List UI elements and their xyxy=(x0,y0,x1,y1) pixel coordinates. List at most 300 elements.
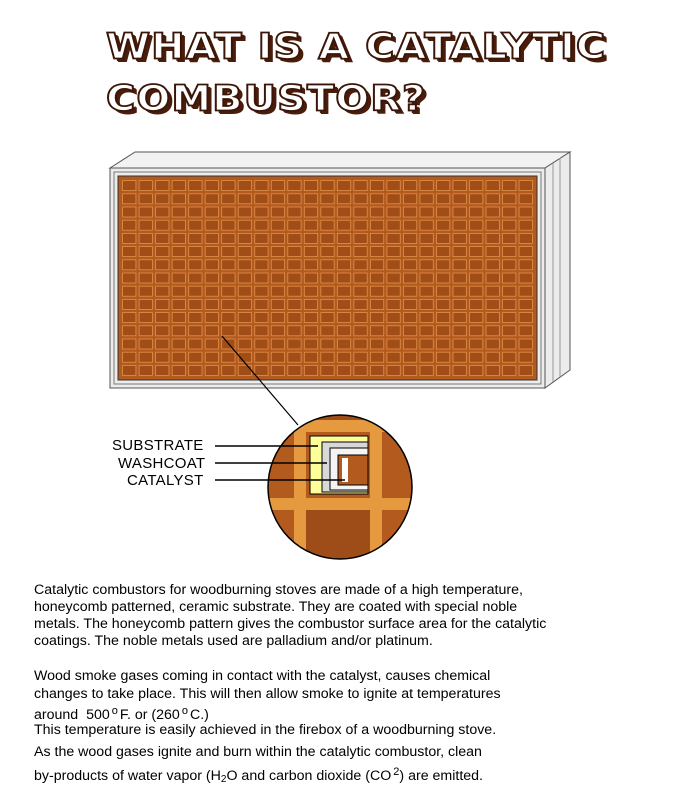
honeycomb-cell xyxy=(288,365,301,375)
honeycomb-cell xyxy=(337,326,350,336)
honeycomb-cell xyxy=(387,365,400,375)
honeycomb-cell xyxy=(238,194,251,204)
honeycomb-cell xyxy=(304,181,317,191)
honeycomb-cell xyxy=(123,365,136,375)
honeycomb-cell xyxy=(420,247,433,257)
honeycomb-cell xyxy=(486,233,499,243)
honeycomb-cell xyxy=(436,299,449,309)
honeycomb-cell xyxy=(403,233,416,243)
honeycomb-cell xyxy=(436,365,449,375)
honeycomb-cell xyxy=(321,326,334,336)
honeycomb-cell xyxy=(222,260,235,270)
honeycomb-cell xyxy=(255,273,268,283)
honeycomb-cell xyxy=(470,220,483,230)
honeycomb-cell xyxy=(503,365,516,375)
honeycomb-cell xyxy=(238,365,251,375)
honeycomb-cell xyxy=(321,352,334,362)
honeycomb-cell xyxy=(189,326,202,336)
honeycomb-cell xyxy=(321,273,334,283)
honeycomb-cell xyxy=(172,352,185,362)
honeycomb-cell xyxy=(271,299,284,309)
honeycomb-cell xyxy=(189,299,202,309)
honeycomb-cell xyxy=(453,273,466,283)
honeycomb-cell xyxy=(321,260,334,270)
honeycomb-cell xyxy=(321,339,334,349)
honeycomb-cell xyxy=(288,273,301,283)
honeycomb-cell xyxy=(123,273,136,283)
honeycomb-cell xyxy=(304,233,317,243)
honeycomb-cell xyxy=(205,220,218,230)
honeycomb-cell xyxy=(503,273,516,283)
honeycomb-cell xyxy=(370,326,383,336)
honeycomb-cell xyxy=(255,181,268,191)
honeycomb-cell xyxy=(370,313,383,323)
honeycomb-cell xyxy=(205,299,218,309)
honeycomb-cell xyxy=(519,326,532,336)
honeycomb-cell xyxy=(519,233,532,243)
honeycomb-cell xyxy=(222,220,235,230)
honeycomb-cell xyxy=(172,339,185,349)
honeycomb-cell xyxy=(288,181,301,191)
honeycomb-cell xyxy=(288,247,301,257)
honeycomb-cell xyxy=(205,273,218,283)
honeycomb-cell xyxy=(354,339,367,349)
honeycomb-cell xyxy=(139,339,152,349)
honeycomb-cell xyxy=(420,273,433,283)
honeycomb-cell xyxy=(288,260,301,270)
honeycomb-cell xyxy=(304,339,317,349)
honeycomb-cell xyxy=(519,194,532,204)
honeycomb-cell xyxy=(172,365,185,375)
honeycomb-cell xyxy=(222,181,235,191)
honeycomb-cell xyxy=(503,260,516,270)
honeycomb-cell xyxy=(486,339,499,349)
honeycomb-cell xyxy=(387,181,400,191)
honeycomb-cell xyxy=(486,181,499,191)
honeycomb-cell xyxy=(123,207,136,217)
honeycomb-cell xyxy=(123,247,136,257)
honeycomb-cell xyxy=(205,352,218,362)
honeycomb-cell xyxy=(337,194,350,204)
honeycomb-cell xyxy=(453,365,466,375)
honeycomb-cell xyxy=(304,273,317,283)
honeycomb-cell xyxy=(321,233,334,243)
honeycomb-cell xyxy=(271,247,284,257)
honeycomb-cell xyxy=(470,299,483,309)
honeycomb-cell xyxy=(453,194,466,204)
honeycomb-cell xyxy=(403,339,416,349)
honeycomb-cell xyxy=(503,352,516,362)
honeycomb-cell xyxy=(189,233,202,243)
honeycomb-cell xyxy=(189,207,202,217)
honeycomb-cell xyxy=(470,326,483,336)
honeycomb-cell xyxy=(123,339,136,349)
honeycomb-cell xyxy=(387,260,400,270)
honeycomb-cell xyxy=(436,313,449,323)
honeycomb-cell xyxy=(205,339,218,349)
honeycomb-cell xyxy=(470,194,483,204)
honeycomb-cell xyxy=(156,247,169,257)
honeycomb-cell xyxy=(172,207,185,217)
honeycomb-cell xyxy=(304,313,317,323)
honeycomb-cell xyxy=(486,286,499,296)
honeycomb-cell xyxy=(387,339,400,349)
honeycomb-cell xyxy=(354,352,367,362)
honeycomb-cell xyxy=(172,220,185,230)
honeycomb-cell xyxy=(519,286,532,296)
honeycomb-cell xyxy=(403,207,416,217)
honeycomb-cell xyxy=(255,365,268,375)
honeycomb-cell xyxy=(486,194,499,204)
honeycomb-cell xyxy=(288,299,301,309)
honeycomb-cell xyxy=(304,220,317,230)
around-text: around xyxy=(34,707,79,723)
honeycomb-cell xyxy=(189,247,202,257)
honeycomb-cell xyxy=(172,233,185,243)
honeycomb-cell xyxy=(271,352,284,362)
honeycomb-cell xyxy=(222,247,235,257)
honeycomb-cell xyxy=(238,339,251,349)
honeycomb-cell xyxy=(453,313,466,323)
honeycomb-cell xyxy=(370,233,383,243)
honeycomb-cell xyxy=(453,299,466,309)
honeycomb-cell xyxy=(123,220,136,230)
honeycomb-cell xyxy=(321,220,334,230)
honeycomb-cell xyxy=(503,194,516,204)
honeycomb-cell xyxy=(470,273,483,283)
honeycomb-cell xyxy=(172,286,185,296)
honeycomb-cell xyxy=(436,181,449,191)
honeycomb-cell xyxy=(255,286,268,296)
honeycomb-cell xyxy=(156,273,169,283)
honeycomb-cell xyxy=(370,365,383,375)
honeycomb-cell xyxy=(139,326,152,336)
paragraph-2-line-6 xyxy=(34,764,483,788)
honeycomb-cell xyxy=(503,339,516,349)
honeycomb-cell xyxy=(205,326,218,336)
honeycomb-cell xyxy=(420,207,433,217)
honeycomb-cell xyxy=(403,181,416,191)
honeycomb-cell xyxy=(436,352,449,362)
honeycomb-cell xyxy=(139,181,152,191)
honeycomb-cell xyxy=(222,273,235,283)
honeycomb-cell xyxy=(304,260,317,270)
honeycomb-cell xyxy=(354,365,367,375)
honeycomb-cell xyxy=(123,233,136,243)
honeycomb-cell xyxy=(387,207,400,217)
honeycomb-cell xyxy=(156,313,169,323)
honeycomb-cell xyxy=(189,181,202,191)
honeycomb-cell xyxy=(503,299,516,309)
honeycomb-cell xyxy=(354,273,367,283)
honeycomb-cell xyxy=(271,273,284,283)
honeycomb-cell xyxy=(420,181,433,191)
honeycomb-cell xyxy=(123,286,136,296)
honeycomb-cell xyxy=(238,273,251,283)
honeycomb-cell xyxy=(156,233,169,243)
honeycomb-cell xyxy=(321,313,334,323)
honeycomb-cell xyxy=(139,299,152,309)
honeycomb-cell xyxy=(222,299,235,309)
honeycomb-cell xyxy=(321,286,334,296)
byproducts-text: by-products of water vapor (H xyxy=(34,768,221,784)
honeycomb-cell xyxy=(123,181,136,191)
honeycomb-cell xyxy=(503,326,516,336)
honeycomb-cell xyxy=(403,220,416,230)
honeycomb-cell xyxy=(304,286,317,296)
honeycomb-cell xyxy=(156,352,169,362)
honeycomb-cell xyxy=(172,326,185,336)
honeycomb-cell xyxy=(139,247,152,257)
honeycomb-cell xyxy=(519,207,532,217)
honeycomb-cell xyxy=(271,220,284,230)
honeycomb-cell xyxy=(238,286,251,296)
honeycomb-cell xyxy=(189,273,202,283)
honeycomb-cell xyxy=(271,365,284,375)
honeycomb-cell xyxy=(222,365,235,375)
honeycomb-cell xyxy=(503,313,516,323)
honeycomb-cell xyxy=(337,233,350,243)
honeycomb-cell xyxy=(222,286,235,296)
honeycomb-cell xyxy=(304,247,317,257)
honeycomb-cell xyxy=(420,339,433,349)
honeycomb-cell xyxy=(255,220,268,230)
honeycomb-cell xyxy=(222,233,235,243)
honeycomb-cell xyxy=(222,352,235,362)
honeycomb-cell xyxy=(370,299,383,309)
honeycomb-cell xyxy=(156,194,169,204)
honeycomb-cell xyxy=(238,207,251,217)
honeycomb-cell xyxy=(255,299,268,309)
label-catalyst: CATALYST xyxy=(127,472,204,489)
paragraph-2-line-1: Wood smoke gases coming in contact with the catalyst, causes chemical xyxy=(34,668,491,684)
title-line-1: WHAT IS A CATALYTIC xyxy=(106,26,607,68)
honeycomb-cell xyxy=(321,181,334,191)
honeycomb-cell xyxy=(156,299,169,309)
honeycomb-cell xyxy=(271,313,284,323)
title-line-2: COMBUSTOR? xyxy=(106,78,427,120)
honeycomb-cell xyxy=(156,339,169,349)
temp-celsius: (260 xyxy=(151,707,180,723)
magnified-cell-view xyxy=(260,410,420,570)
honeycomb-cell xyxy=(288,339,301,349)
honeycomb-cell xyxy=(172,273,185,283)
honeycomb-cell xyxy=(503,247,516,257)
honeycomb-cell xyxy=(205,194,218,204)
honeycomb-cell xyxy=(486,352,499,362)
honeycomb-cell xyxy=(337,273,350,283)
honeycomb-cell xyxy=(321,207,334,217)
honeycomb-cell xyxy=(288,326,301,336)
label-substrate: SUBSTRATE xyxy=(112,437,204,454)
honeycomb-cell xyxy=(139,365,152,375)
honeycomb-cell xyxy=(470,207,483,217)
honeycomb-cell xyxy=(354,260,367,270)
honeycomb-cell xyxy=(238,220,251,230)
honeycomb-cell xyxy=(420,286,433,296)
honeycomb-cell xyxy=(304,299,317,309)
honeycomb-cell xyxy=(503,286,516,296)
honeycomb-cell xyxy=(156,326,169,336)
honeycomb-cell xyxy=(453,260,466,270)
honeycomb-cell xyxy=(205,365,218,375)
honeycomb-cell xyxy=(436,326,449,336)
honeycomb-cell xyxy=(486,207,499,217)
honeycomb-cell xyxy=(238,326,251,336)
honeycomb-cell xyxy=(486,273,499,283)
honeycomb-cell xyxy=(354,233,367,243)
honeycomb-cell xyxy=(420,260,433,270)
honeycomb-cell xyxy=(139,313,152,323)
honeycomb-cell xyxy=(222,207,235,217)
honeycomb-cell xyxy=(189,220,202,230)
honeycomb-cell xyxy=(486,365,499,375)
honeycomb-cell xyxy=(288,352,301,362)
honeycomb-cell xyxy=(337,365,350,375)
honeycomb-cell xyxy=(238,247,251,257)
honeycomb-cell xyxy=(420,313,433,323)
honeycomb-cell xyxy=(453,220,466,230)
honeycomb-cell xyxy=(387,352,400,362)
co2-superscript: 2 xyxy=(393,766,400,778)
honeycomb-cell xyxy=(436,233,449,243)
honeycomb-cell xyxy=(354,220,367,230)
honeycomb-cell xyxy=(370,260,383,270)
honeycomb-cell xyxy=(288,233,301,243)
honeycomb-cell xyxy=(304,194,317,204)
honeycomb-cell xyxy=(420,220,433,230)
honeycomb-cell xyxy=(503,207,516,217)
honeycomb-cell xyxy=(486,326,499,336)
honeycomb-cell xyxy=(519,220,532,230)
honeycomb-cell xyxy=(470,339,483,349)
honeycomb-cell xyxy=(255,326,268,336)
honeycomb-cell xyxy=(470,233,483,243)
honeycomb-cell xyxy=(337,181,350,191)
honeycomb-cell xyxy=(503,220,516,230)
honeycomb-cell xyxy=(255,207,268,217)
honeycomb-cell xyxy=(139,352,152,362)
honeycomb-cell xyxy=(370,286,383,296)
honeycomb-cell xyxy=(403,313,416,323)
honeycomb-cell xyxy=(470,260,483,270)
paragraph-2-line-5: As the wood gases ignite and burn within the catalytic combustor, clean xyxy=(34,744,482,760)
unit-celsius: C.) xyxy=(189,707,209,723)
honeycomb-cell xyxy=(337,260,350,270)
honeycomb-cell xyxy=(288,220,301,230)
honeycomb-cell xyxy=(255,352,268,362)
honeycomb-cell xyxy=(288,207,301,217)
honeycomb-cell xyxy=(271,233,284,243)
honeycomb-cell xyxy=(387,273,400,283)
honeycomb-cell xyxy=(189,352,202,362)
honeycomb-cell xyxy=(304,207,317,217)
honeycomb-cell xyxy=(453,326,466,336)
honeycomb-cell xyxy=(205,233,218,243)
honeycomb-cell xyxy=(403,326,416,336)
honeycomb-cell xyxy=(387,299,400,309)
honeycomb-cell xyxy=(436,207,449,217)
honeycomb-cell xyxy=(139,233,152,243)
honeycomb-cell xyxy=(139,273,152,283)
honeycomb-cell xyxy=(238,233,251,243)
co2-text: O and carbon dioxide (CO xyxy=(226,768,392,784)
honeycomb-cell xyxy=(519,260,532,270)
honeycomb-cells xyxy=(123,181,533,376)
honeycomb-cell xyxy=(519,273,532,283)
honeycomb-cell xyxy=(370,352,383,362)
honeycomb-cell xyxy=(304,326,317,336)
honeycomb-cell xyxy=(337,313,350,323)
honeycomb-cell xyxy=(387,326,400,336)
honeycomb-cell xyxy=(156,260,169,270)
honeycomb-cell xyxy=(420,365,433,375)
honeycomb-cell xyxy=(354,181,367,191)
honeycomb-cell xyxy=(271,286,284,296)
unit-fahrenheit: F. or xyxy=(119,707,148,723)
honeycomb-cell xyxy=(354,313,367,323)
honeycomb-cell xyxy=(403,260,416,270)
honeycomb-cell xyxy=(189,260,202,270)
honeycomb-cell xyxy=(238,181,251,191)
honeycomb-cell xyxy=(271,194,284,204)
honeycomb-cell xyxy=(436,273,449,283)
honeycomb-cell xyxy=(189,313,202,323)
honeycomb-cell xyxy=(156,181,169,191)
honeycomb-cell xyxy=(205,247,218,257)
honeycomb-cell xyxy=(486,247,499,257)
honeycomb-cell xyxy=(255,313,268,323)
honeycomb-cell xyxy=(123,326,136,336)
honeycomb-cell xyxy=(337,299,350,309)
housing-top-face xyxy=(110,152,570,168)
paragraph-2-line-4: This temperature is easily achieved in the firebox of a woodburning stove. xyxy=(34,722,497,738)
honeycomb-cell xyxy=(403,365,416,375)
honeycomb-cell xyxy=(337,286,350,296)
honeycomb-cell xyxy=(271,339,284,349)
honeycomb-cell xyxy=(189,339,202,349)
honeycomb-cell xyxy=(172,313,185,323)
honeycomb-cell xyxy=(354,247,367,257)
honeycomb-cell xyxy=(436,286,449,296)
honeycomb-cell xyxy=(123,194,136,204)
honeycomb-cell xyxy=(337,339,350,349)
honeycomb-cell xyxy=(403,273,416,283)
honeycomb-cell xyxy=(403,247,416,257)
temp-fahrenheit: 500 xyxy=(86,707,110,723)
honeycomb-cell xyxy=(172,181,185,191)
honeycomb-cell xyxy=(354,286,367,296)
honeycomb-cell xyxy=(139,260,152,270)
honeycomb-cell xyxy=(470,313,483,323)
honeycomb-cell xyxy=(403,352,416,362)
honeycomb-cell xyxy=(139,207,152,217)
honeycomb-cell xyxy=(123,299,136,309)
honeycomb-cell xyxy=(519,299,532,309)
honeycomb-cell xyxy=(172,247,185,257)
h2o-subscript: 2 xyxy=(220,774,227,785)
honeycomb-cell xyxy=(453,286,466,296)
honeycomb-cell xyxy=(470,286,483,296)
honeycomb-cell xyxy=(156,365,169,375)
honeycomb-cell xyxy=(222,313,235,323)
honeycomb-cell xyxy=(453,207,466,217)
honeycomb-cell xyxy=(420,233,433,243)
housing-side-face xyxy=(545,152,570,388)
label-washcoat: WASHCOAT xyxy=(118,455,206,472)
honeycomb-cell xyxy=(205,260,218,270)
honeycomb-cell xyxy=(205,286,218,296)
